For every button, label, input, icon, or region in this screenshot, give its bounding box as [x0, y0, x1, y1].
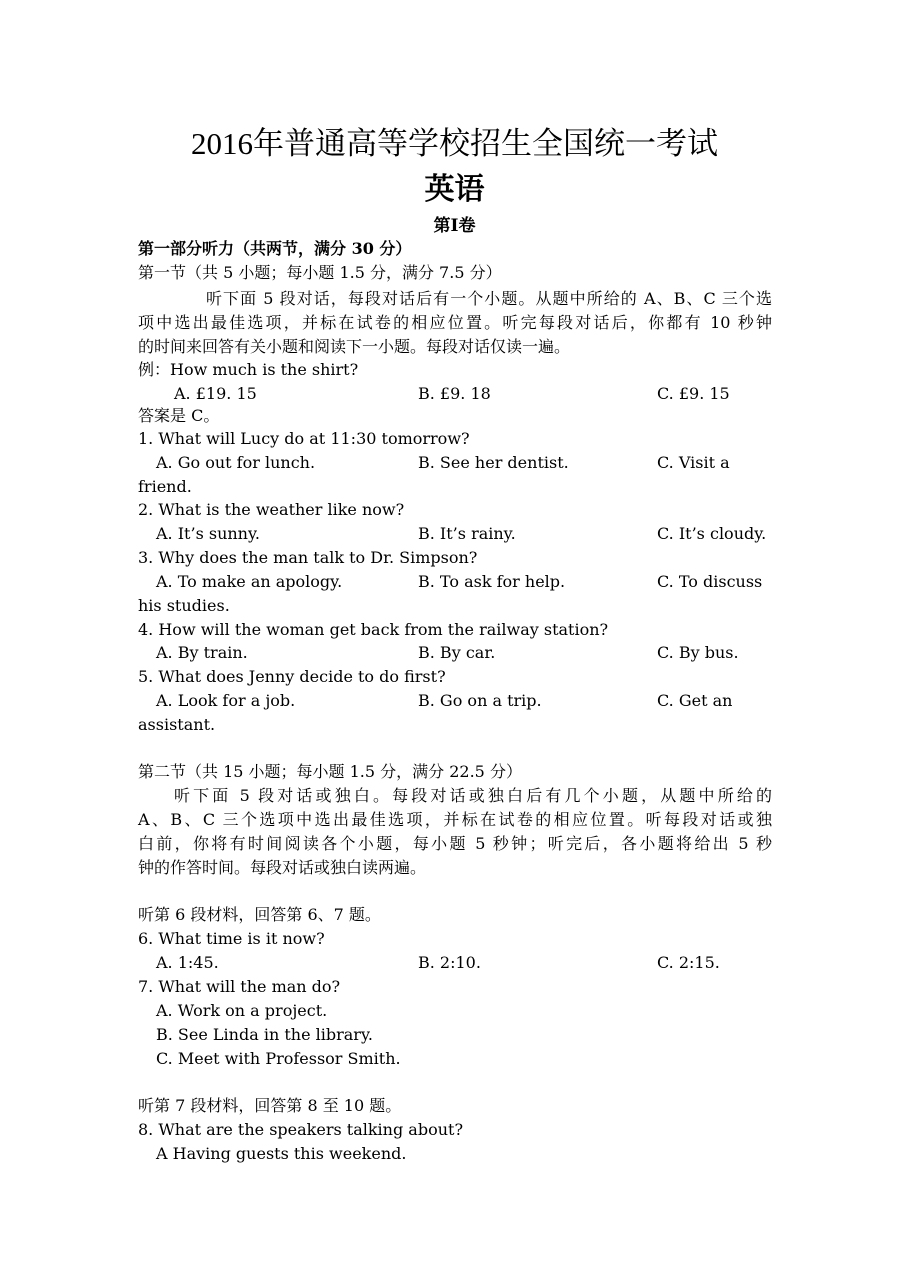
q1-option-a: A. Go out for lunch. [156, 453, 316, 472]
q3-option-b: B. To ask for help. [418, 572, 566, 591]
question-1: 1. What will Lucy do at 11:30 tomorrow? [138, 429, 470, 448]
q7-option-b: B. See Linda in the library. [156, 1025, 373, 1044]
section1-heading: 第一节（共 5 小题；每小题 1.5 分，满分 7.5 分） [138, 263, 502, 282]
question-3: 3. Why does the man talk to Dr. Simpson? [138, 548, 478, 567]
question-5: 5. What does Jenny decide to do first? [138, 667, 446, 686]
question-4: 4. How will the woman get back from the railway station? [138, 620, 609, 639]
material-7-heading: 听第 7 段材料，回答第 8 至 10 题。 [138, 1096, 402, 1115]
example-option-b: B. £9. 18 [418, 384, 491, 403]
q1-option-c-continued: friend. [138, 477, 192, 496]
q2-option-c: C. It’s cloudy. [657, 524, 767, 543]
question-8: 8. What are the speakers talking about? [138, 1120, 464, 1139]
section1-instruction-line: 项中选出最佳选项，并标在试卷的相应位置。听完每段对话后，你都有 10 秒钟 [138, 313, 772, 332]
section2-instruction-line: 钟的作答时间。每段对话或独白读两遍。 [138, 858, 427, 877]
q6-option-a: A. 1:45. [156, 953, 219, 972]
material-6-heading: 听第 6 段材料，回答第 6、7 题。 [138, 905, 381, 924]
example-option-c: C. £9. 15 [657, 384, 730, 403]
q4-option-b: B. By car. [418, 643, 496, 662]
subject-heading: 英语 [424, 172, 485, 207]
q1-option-c: C. Visit a [657, 453, 730, 472]
section1-instruction-line: 听下面 5 段对话，每段对话后有一个小题。从题中所给的 A、B、C 三个选 [206, 289, 772, 308]
example-answer: 答案是 C。 [138, 406, 220, 425]
q3-option-a: A. To make an apology. [156, 572, 343, 591]
question-7: 7. What will the man do? [138, 977, 341, 996]
q4-option-c: C. By bus. [657, 643, 739, 662]
q3-option-c: C. To discuss [657, 572, 763, 591]
question-2: 2. What is the weather like now? [138, 500, 405, 519]
q4-option-a: A. By train. [156, 643, 248, 662]
q5-option-b: B. Go on a trip. [418, 691, 542, 710]
example-question: 例：How much is the shirt? [138, 360, 359, 379]
question-6: 6. What time is it now? [138, 929, 325, 948]
part1-heading: 第一部分听力（共两节，满分 30 分） [138, 239, 412, 258]
section2-heading: 第二节（共 15 小题；每小题 1.5 分，满分 22.5 分） [138, 762, 522, 781]
q5-option-a: A. Look for a job. [156, 691, 296, 710]
q2-option-a: A. It’s sunny. [156, 524, 260, 543]
q1-option-b: B. See her dentist. [418, 453, 569, 472]
q7-option-a: A. Work on a project. [156, 1001, 328, 1020]
q2-option-b: B. It’s rainy. [418, 524, 516, 543]
q5-option-c-continued: assistant. [138, 715, 216, 734]
example-option-a: A. £19. 15 [174, 384, 257, 403]
q3-option-c-continued: his studies. [138, 596, 230, 615]
q7-option-c: C. Meet with Professor Smith. [156, 1049, 401, 1068]
q6-option-c: C. 2:15. [657, 953, 720, 972]
q8-option-a: A Having guests this weekend. [156, 1144, 407, 1163]
section2-instruction-line: A、B、C 三个选项中选出最佳选项，并标在试卷的相应位置。听每段对话或独 [138, 810, 772, 829]
exam-title: 2016年普通高等学校招生全国统一考试 [191, 126, 718, 161]
q5-option-c: C. Get an [657, 691, 733, 710]
q6-option-b: B. 2:10. [418, 953, 481, 972]
section2-instruction-line: 听下面 5 段对话或独白。每段对话或独白后有几个小题，从题中所给的 [174, 786, 772, 805]
section2-instruction-line: 白前，你将有时间阅读各个小题，每小题 5 秒钟；听完后，各小题将给出 5 秒 [138, 834, 772, 853]
volume-heading: 第Ⅰ卷 [433, 216, 476, 236]
section1-instruction-line: 的时间来回答有关小题和阅读下一小题。每段对话仅读一遍。 [138, 337, 571, 356]
